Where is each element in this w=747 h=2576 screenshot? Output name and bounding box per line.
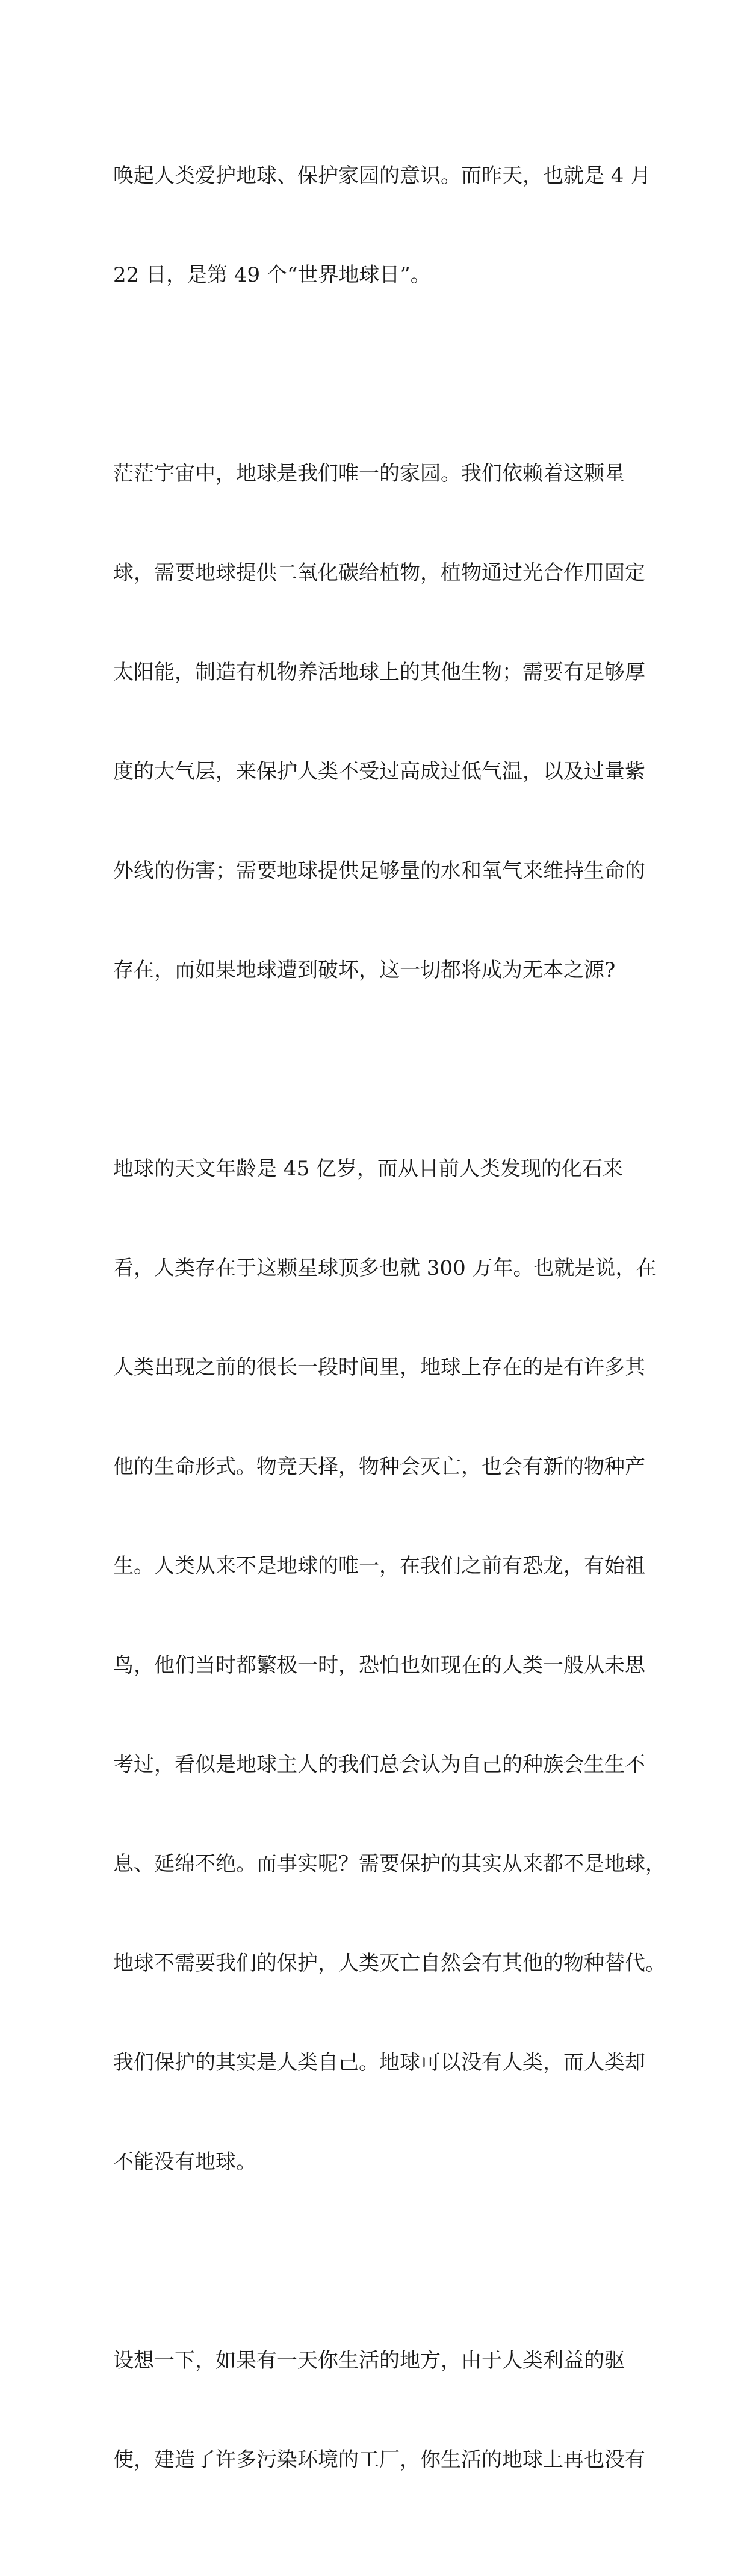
text-line: 设想一下，如果有一天你生活的地方，由于人类利益的驱 [113,2348,625,2373]
paragraph-4 [113,2278,645,2543]
text-line: 人类出现之前的很长一段时间里，地球上存在的是有许多其 [113,1355,645,1379]
text-line: 看，人类存在于这颗星球顶多也就 300 万年。也就是说，在 [113,1256,657,1280]
document-body [113,93,666,2576]
text-line: 考过，看似是地球主人的我们总会认为自己的种族会生生不 [113,1753,645,1777]
text-line: 不能没有地球。 [113,2150,256,2174]
text-line: 生。人类从来不是地球的唯一，在我们之前有恐龙，有始祖 [113,1554,645,1578]
text-line: 22 日，是第 49 个“世界地球日”。 [113,263,431,287]
text-line: 地球不需要我们的保护，人类灭亡自然会有其他的物种替代。 [113,1951,666,1975]
text-line: 度的大气层，来保护人类不受过高成过低气温，以及过量紫 [113,760,645,784]
text-line: 使，建造了许多污染环境的工厂，你生活的地球上再也没有 [113,2448,645,2472]
text-line: 息、延绵不绝。而事实呢？需要保护的其实从来都不是地球， [113,1852,666,1876]
paragraph-3 [113,1086,666,2245]
text-line: 球，需要地球提供二氧化碳给植物，植物通过光合作用固定 [113,561,645,585]
paragraph-2 [113,391,645,1053]
text-line: 鸟，他们当时都繁极一时，恐怕也如现在的人类一般从未思 [113,1653,645,1677]
text-line: 存在，而如果地球遭到破坏，这一切都将成为无本之源? [113,958,616,982]
text-line: 唤起人类爱护地球、保护家园的意识。而昨天，也就是 4 月 [113,164,651,188]
text-line: 我们保护的其实是人类自己。地球可以没有人类，而人类却 [113,2051,645,2075]
paragraph-1 [113,93,651,358]
text-line: 外线的伤害；需要地球提供足够量的水和氧气来维持生命的 [113,859,645,883]
text-line: 他的生命形式。物竞天择，物种会灭亡，也会有新的物种产 [113,1455,645,1479]
text-line: 茫茫宇宙中，地球是我们唯一的家园。我们依赖着这颗星 [113,462,625,486]
text-line: 地球的天文年龄是 45 亿岁，而从目前人类发现的化石来 [113,1157,623,1181]
text-line: 太阳能，制造有机物养活地球上的其他生物；需要有足够厚 [113,660,645,684]
